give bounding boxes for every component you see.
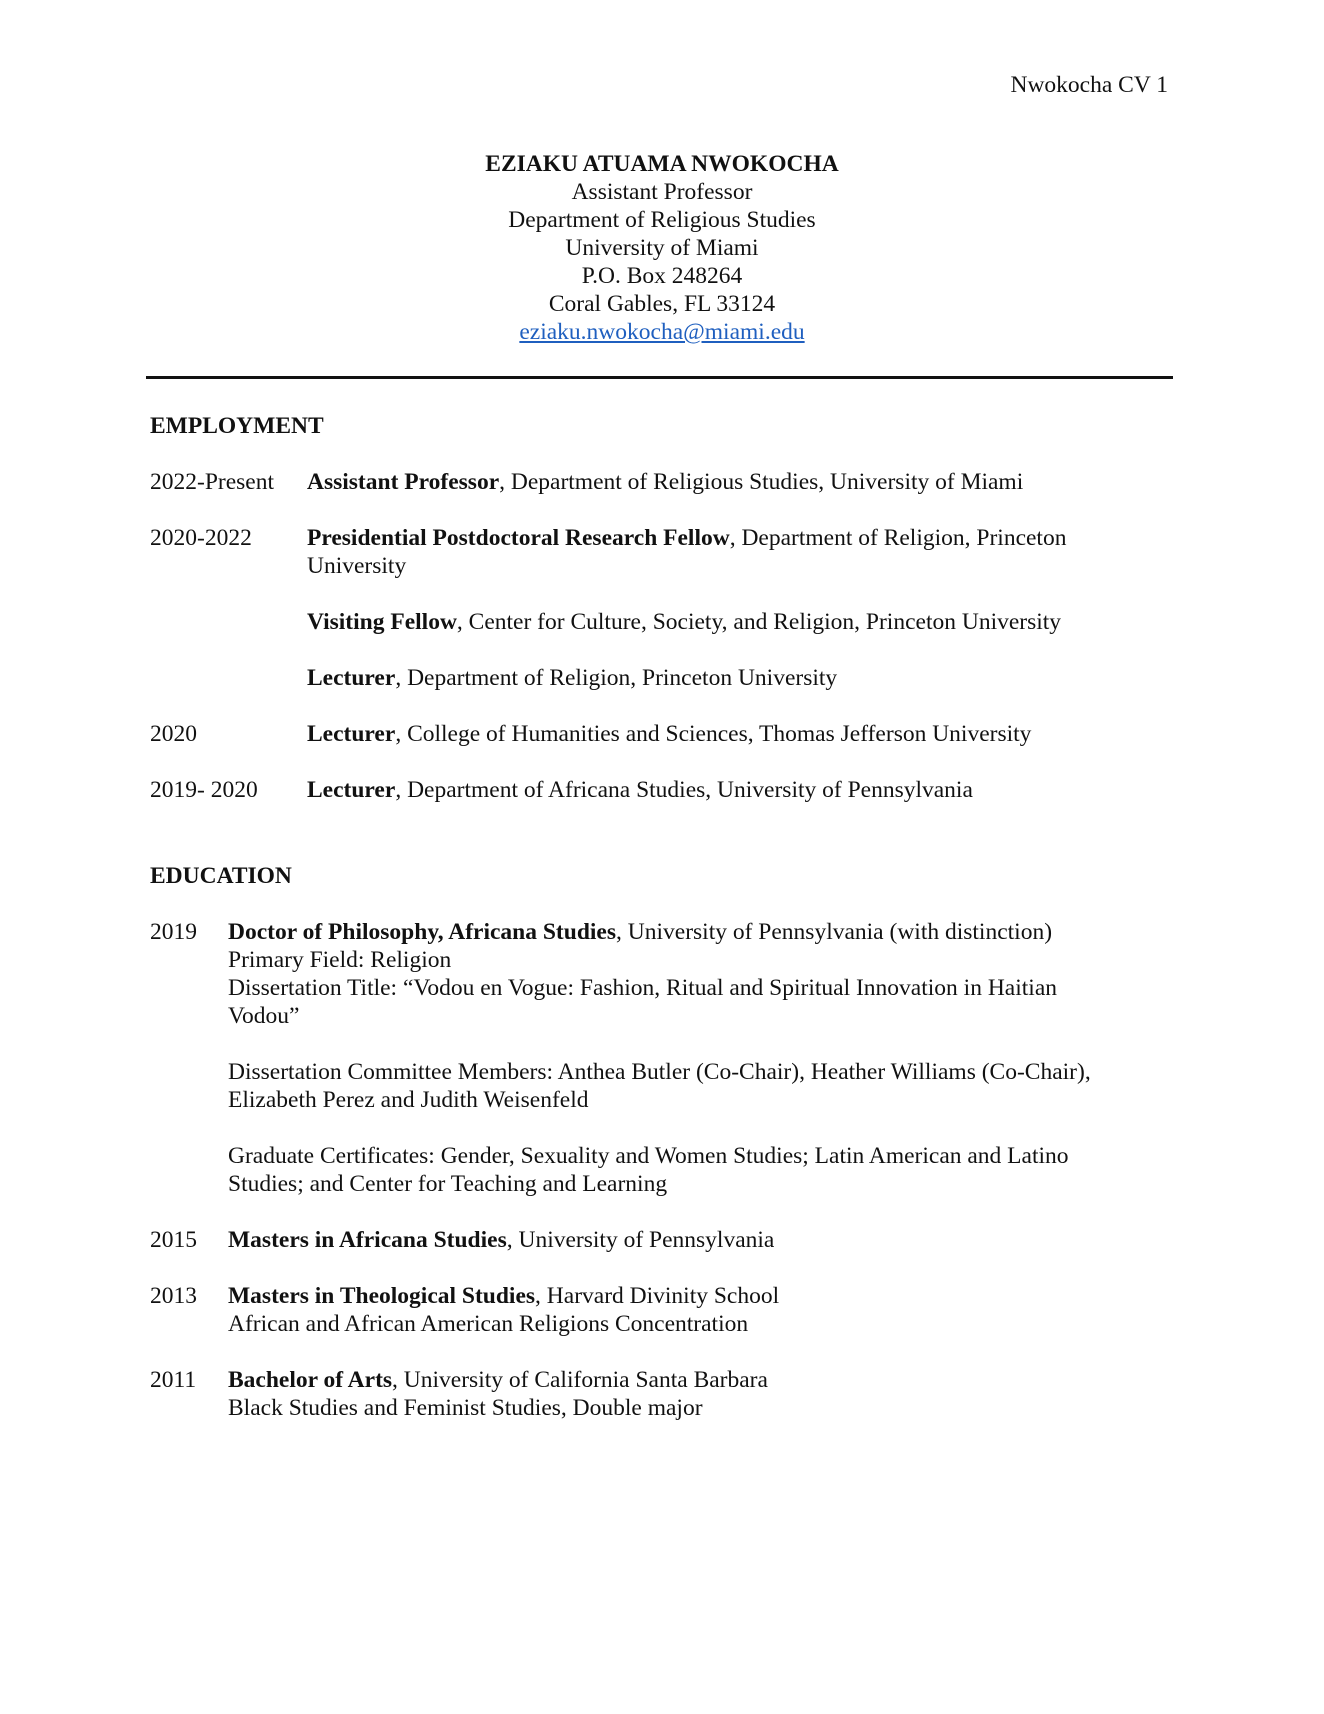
education-detail-line: African and African American Religions Concentration [228,1311,749,1337]
education-degree: Bachelor of Arts [228,1367,393,1393]
education-year: 2019 [150,919,197,945]
page-header: Nwokocha CV 1 [1010,72,1168,98]
employment-role: Lecturer [307,665,396,691]
education-detail-line: Primary Field: Religion [228,947,452,973]
employment-detail: , Department of Religion, Princeton University [307,525,1067,579]
education-degree: Doctor of Philosophy, Africana Studies [228,919,617,945]
employment-detail: , Center for Culture, Society, and Religion, Princeton University [456,609,1062,635]
employment-detail: , College of Humanities and Sciences, Thomas Jefferson University [395,721,1032,747]
employment-year: 2022-Present [150,469,275,495]
employment-year: 2019- 2020 [150,777,258,803]
horizontal-divider [146,376,1173,379]
education-year: 2011 [150,1367,197,1393]
education-year: 2013 [150,1283,197,1309]
cv-title: Assistant Professor [571,179,753,205]
dissertation-title: Dissertation Title: “Vodou en Vogue: Fashion, Ritual and Spiritual Innovation in Haitian Vodou” [228,975,1057,1029]
employment-role: Assistant Professor [307,469,500,495]
employment-role: Lecturer [307,721,396,747]
employment-detail: , Department of Religious Studies, University of Miami [499,469,1024,495]
dissertation-committee: Dissertation Committee Members: Anthea Butler (Co-Chair), Heather Williams (Co-Chair), Elizabeth Perez and Judith Weisenfeld [228,1059,1091,1113]
cv-university: University of Miami [565,235,759,261]
employment-year: 2020-2022 [150,525,252,551]
contact-block [0,150,1324,346]
education-institution: , University of California Santa Barbara [392,1367,768,1393]
education-institution: , University of Pennsylvania [506,1227,775,1253]
education-detail-line: Black Studies and Feminist Studies, Double major [228,1395,703,1421]
education-degree: Masters in Theological Studies [228,1283,536,1309]
education-institution: , Harvard Divinity School [535,1283,780,1309]
employment-heading: EMPLOYMENT [150,413,324,439]
employment-role: Presidential Postdoctoral Research Fellow [307,525,730,551]
email-link[interactable]: eziaku.nwokocha@miami.edu [519,319,805,345]
employment-year: 2020 [150,721,197,747]
cv-po-box: P.O. Box 248264 [581,263,743,289]
graduate-certificates: Graduate Certificates: Gender, Sexuality and Women Studies; Latin American and Latino Studies; and Center for Teaching and Learning [228,1143,1069,1197]
cv-department: Department of Religious Studies [508,207,816,233]
education-heading: EDUCATION [150,863,292,889]
education-year: 2015 [150,1227,197,1253]
education-institution: , University of Pennsylvania (with distinction) [616,919,1053,945]
employment-detail: , Department of Africana Studies, University of Pennsylvania [395,777,973,803]
employment-detail: , Department of Religion, Princeton University [395,665,838,691]
cv-name: EZIAKU ATUAMA NWOKOCHA [485,151,839,177]
education-degree: Masters in Africana Studies [228,1227,507,1253]
employment-role: Visiting Fellow [307,609,457,635]
employment-role: Lecturer [307,777,396,803]
cv-city: Coral Gables, FL 33124 [548,291,776,317]
